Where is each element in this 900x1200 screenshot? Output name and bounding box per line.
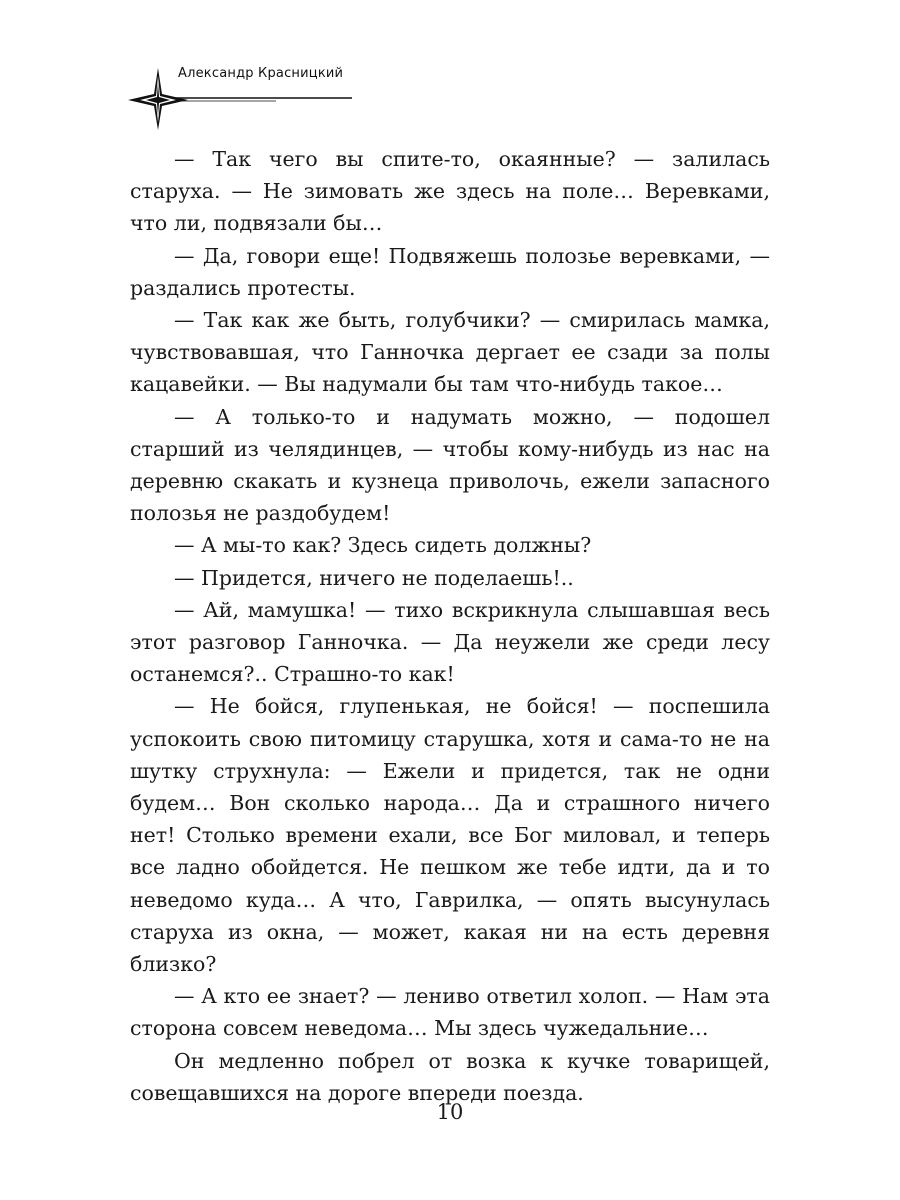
paragraph: — Придется, ничего не поделаешь!.. xyxy=(174,565,574,590)
paragraph: Он медленно побрел от возка к кучке товарищей, совещавшихся на дороге впереди поезда. xyxy=(130,1048,770,1105)
paragraph: — Так как же быть, голубчики? — смирилась мамка, чувствовавшая, что Ганночка дергает ее сзади за полы кацавейки. — Вы надумали бы там что-нибудь такое… xyxy=(130,308,770,397)
paragraph: — Да, говори еще! Подвяжешь полозье веревками, — раздались протесты. xyxy=(130,243,770,300)
paragraph: — А только-то и надумать можно, — подошел старший из челядинцев, — чтобы кому-нибудь из нас на деревню скакать и кузнеца приволочь, ежели запасного полозья не раздобудем! xyxy=(130,404,770,526)
running-header xyxy=(126,62,356,132)
paragraph: — Не бойся, глупенькая, не бойся! — поспешила успокоить свою питомицу старушка, хотя и сама-то не на шутку струхнула: — Ежели и придется, так не одни будем… Вон сколько народа… Да и страшного ничего нет! Столько времени ехали, все Бог миловал, и теперь все ладно обойдется. Не пешком же тебе идти, да и то неведомо куда… А что, Гаврилка, — опять высунулась старуха из окна, — может, какая ни на есть деревня близко? xyxy=(130,694,770,977)
paragraph: — Ай, мамушка! — тихо вскрикнула слышавшая весь этот разговор Ганночка. — Да неужели же среди лесу останемся?.. Страшно-то как! xyxy=(130,597,770,687)
page-number: 10 xyxy=(436,1100,464,1124)
paragraph: — А мы-то как? Здесь сидеть должны? xyxy=(174,533,592,558)
body-text xyxy=(130,143,770,1109)
paragraph: — А кто ее знает? — лениво ответил холоп. — Нам эта сторона совсем неведома… Мы здесь чужедальние… xyxy=(130,984,770,1041)
paragraph: — Так чего вы спите-то, окаянные? — залилась старуха. — Не зимовать же здесь на поле… Веревками, что ли, подвязали бы… xyxy=(130,147,770,236)
author-name: Александр Красницкий xyxy=(178,66,344,81)
